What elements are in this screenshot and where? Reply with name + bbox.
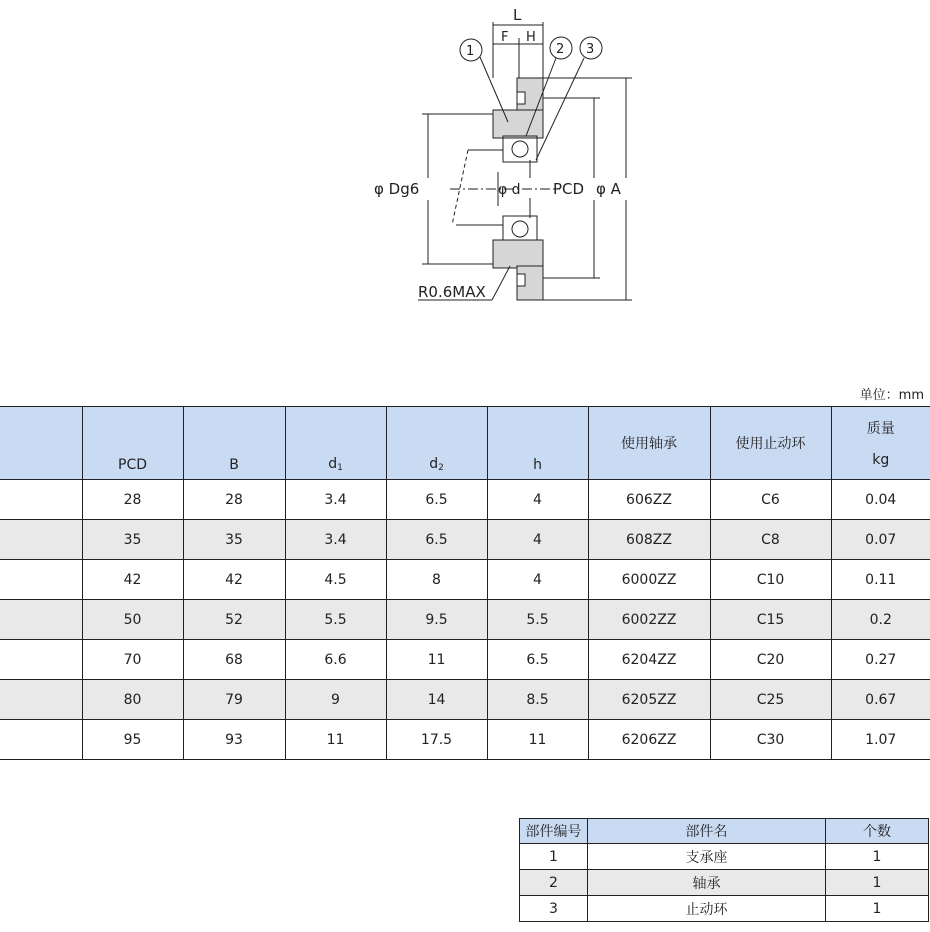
header-bearing: 使用轴承 <box>588 407 710 480</box>
table-row <box>0 600 930 640</box>
dim-h-label: H <box>526 30 536 45</box>
cell-bearing: 608ZZ <box>588 520 710 560</box>
cell-b: 42 <box>183 560 285 600</box>
callout-1: 1 <box>466 44 475 59</box>
cell-part-no: 1 <box>520 844 588 870</box>
cell-d1: 5.5 <box>285 600 386 640</box>
cell-pcd: 42 <box>82 560 183 600</box>
cell-bearing: 6204ZZ <box>588 640 710 680</box>
parts-table <box>519 818 929 922</box>
header-d2 <box>386 407 487 480</box>
cell-mass: 0.2 <box>831 600 930 640</box>
cell-d1: 3.4 <box>285 520 386 560</box>
cell-d1: 4.5 <box>285 560 386 600</box>
parts-header-row <box>520 819 929 844</box>
table-row <box>0 720 930 760</box>
cell-blank <box>0 680 82 720</box>
cell-pcd: 80 <box>82 680 183 720</box>
header-stopring: 使用止动环 <box>710 407 831 480</box>
technical-drawing <box>360 0 660 310</box>
cell-mass: 1.07 <box>831 720 930 760</box>
cell-d2: 6.5 <box>386 480 487 520</box>
cell-blank <box>0 480 82 520</box>
dim-l-label: L <box>513 6 522 24</box>
cell-h: 5.5 <box>487 600 588 640</box>
cell-b: 52 <box>183 600 285 640</box>
cell-part-no: 2 <box>520 870 588 896</box>
header-d1-sub: 1 <box>337 463 343 473</box>
cell-pcd: 95 <box>82 720 183 760</box>
spec-table <box>0 406 930 760</box>
unit-label: 单位：mm <box>859 388 924 403</box>
cell-stopring: C20 <box>710 640 831 680</box>
cell-pcd: 35 <box>82 520 183 560</box>
cell-pcd: 50 <box>82 600 183 640</box>
callout-3: 3 <box>586 42 595 57</box>
cell-h: 4 <box>487 520 588 560</box>
table-row <box>0 680 930 720</box>
cell-d2: 14 <box>386 680 487 720</box>
cell-d1: 3.4 <box>285 480 386 520</box>
cell-mass: 0.67 <box>831 680 930 720</box>
cell-part-name: 止动环 <box>588 896 826 922</box>
cell-bearing: 6000ZZ <box>588 560 710 600</box>
header-part-qty: 个数 <box>826 819 929 844</box>
cell-b: 35 <box>183 520 285 560</box>
cell-part-name: 支承座 <box>588 844 826 870</box>
cell-d2: 6.5 <box>386 520 487 560</box>
cell-pcd: 70 <box>82 640 183 680</box>
header-pcd: PCD <box>82 407 183 480</box>
table-row <box>0 480 930 520</box>
header-d2-sub: 2 <box>438 463 444 473</box>
cell-d2: 9.5 <box>386 600 487 640</box>
cell-h: 6.5 <box>487 640 588 680</box>
header-blank <box>0 407 82 480</box>
cell-mass: 0.11 <box>831 560 930 600</box>
cell-blank <box>0 600 82 640</box>
d-label: φ d <box>498 182 521 198</box>
cell-stopring: C30 <box>710 720 831 760</box>
header-mass <box>831 407 930 480</box>
header-mass-unit: kg <box>872 452 890 468</box>
spec-header-row <box>0 407 930 480</box>
cell-part-qty: 1 <box>826 844 929 870</box>
cell-b: 28 <box>183 480 285 520</box>
r06max-label: R0.6MAX <box>418 283 486 301</box>
table-row <box>520 844 929 870</box>
cell-d1: 9 <box>285 680 386 720</box>
table-row <box>520 896 929 922</box>
table-row <box>0 520 930 560</box>
dg6-label: φ Dg6 <box>374 180 420 198</box>
cell-stopring: C25 <box>710 680 831 720</box>
header-h: h <box>487 407 588 480</box>
cell-h: 4 <box>487 560 588 600</box>
cell-d2: 17.5 <box>386 720 487 760</box>
cell-d2: 11 <box>386 640 487 680</box>
cell-d1: 6.6 <box>285 640 386 680</box>
cell-b: 93 <box>183 720 285 760</box>
cell-bearing: 6002ZZ <box>588 600 710 640</box>
cell-blank <box>0 720 82 760</box>
cell-part-qty: 1 <box>826 870 929 896</box>
cell-b: 79 <box>183 680 285 720</box>
header-d2-main: d <box>429 456 439 472</box>
cell-mass: 0.04 <box>831 480 930 520</box>
table-row <box>0 640 930 680</box>
cell-stopring: C6 <box>710 480 831 520</box>
cell-pcd: 28 <box>82 480 183 520</box>
table-row <box>0 560 930 600</box>
header-part-name: 部件名 <box>588 819 826 844</box>
cell-blank <box>0 520 82 560</box>
cell-h: 4 <box>487 480 588 520</box>
cell-bearing: 6205ZZ <box>588 680 710 720</box>
cell-d2: 8 <box>386 560 487 600</box>
cell-mass: 0.27 <box>831 640 930 680</box>
cell-b: 68 <box>183 640 285 680</box>
cell-blank <box>0 640 82 680</box>
cell-blank <box>0 560 82 600</box>
cell-part-no: 3 <box>520 896 588 922</box>
header-part-no: 部件编号 <box>520 819 588 844</box>
cell-h: 8.5 <box>487 680 588 720</box>
cell-stopring: C10 <box>710 560 831 600</box>
cell-stopring: C8 <box>710 520 831 560</box>
cell-part-qty: 1 <box>826 896 929 922</box>
dim-f-label: F <box>501 30 509 45</box>
callout-2: 2 <box>556 42 565 57</box>
a-label: φ A <box>596 180 621 198</box>
cell-part-name: 轴承 <box>588 870 826 896</box>
cell-h: 11 <box>487 720 588 760</box>
table-row <box>520 870 929 896</box>
header-d1 <box>285 407 386 480</box>
header-b: B <box>183 407 285 480</box>
pcd-label: PCD <box>553 180 585 198</box>
cell-bearing: 6206ZZ <box>588 720 710 760</box>
header-d1-main: d <box>328 456 338 472</box>
cell-mass: 0.07 <box>831 520 930 560</box>
cell-bearing: 606ZZ <box>588 480 710 520</box>
cell-d1: 11 <box>285 720 386 760</box>
header-mass-label: 质量 <box>866 421 895 437</box>
cell-stopring: C15 <box>710 600 831 640</box>
